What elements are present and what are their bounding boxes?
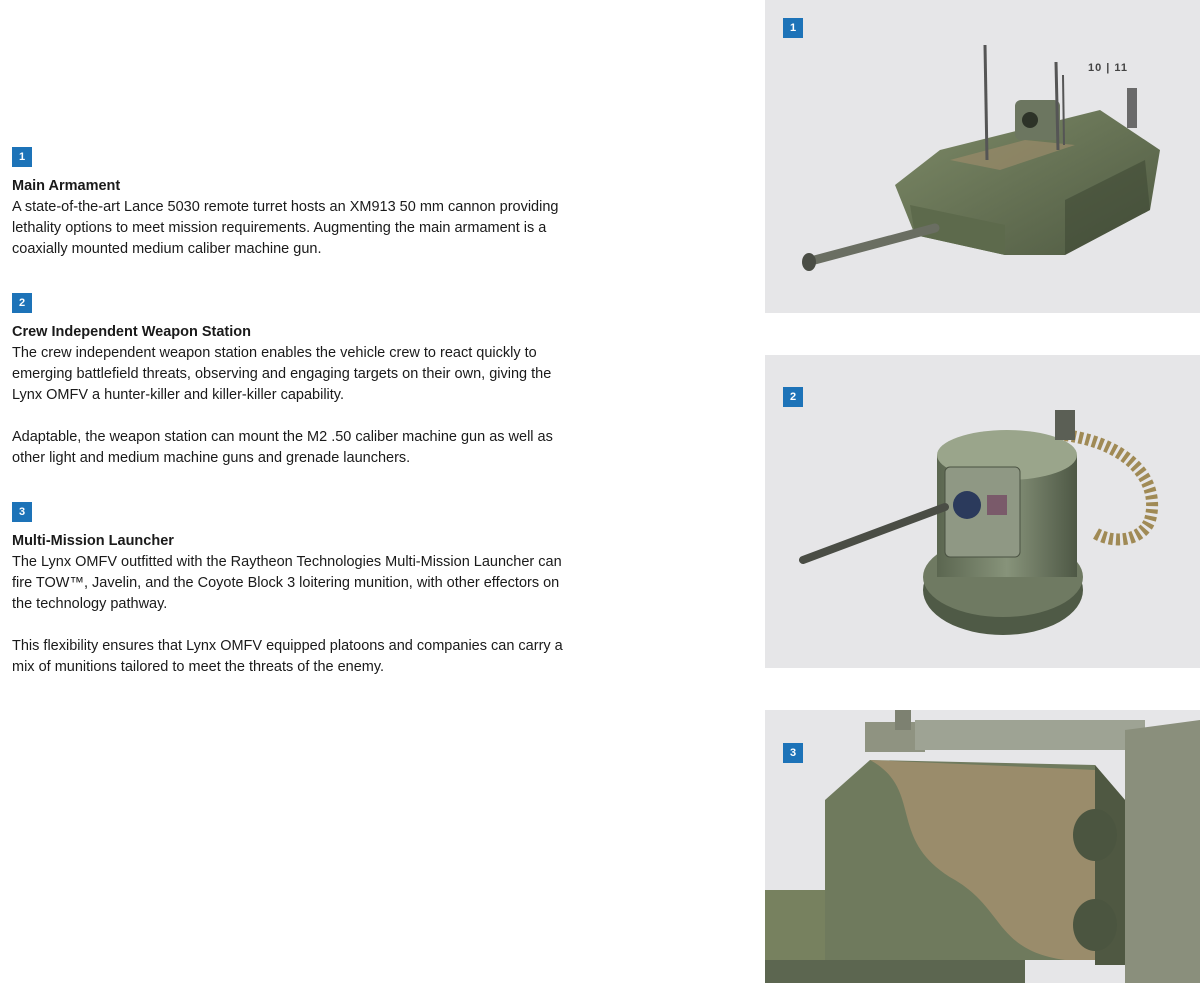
section-paragraph: A state-of-the-art Lance 5030 remote turret hosts an XM913 50 mm cannon providing lethality options to meet mission requirements. Augmenting the main armament is a coaxially mounted medium caliber machine gun. (12, 199, 559, 257)
section-paragraph: Adaptable, the weapon station can mount the M2 .50 caliber machine gun as well as other light and medium machine guns and grenade launchers. (12, 429, 553, 466)
section-multi-mission-launcher (12, 502, 572, 678)
page-number: 10 | 11 (1088, 62, 1129, 74)
image-panel-weapon-station (765, 355, 1200, 668)
weapon-station-render-icon (765, 355, 1200, 668)
image-panel-launcher (765, 710, 1200, 983)
section-paragraph: This flexibility ensures that Lynx OMFV equipped platoons and companies can carry a mix of munitions tailored to meet the threats of the enemy. (12, 638, 563, 675)
section-badge: 3 (12, 502, 32, 522)
turret-render-icon (765, 0, 1200, 313)
section-badge: 1 (12, 147, 32, 167)
section-paragraph: The crew independent weapon station enables the vehicle crew to react quickly to emerging battlefield threats, observing and engaging targets on their own, giving the Lynx OMFV a hunter-killer and killer-killer capability. (12, 345, 552, 403)
section-title: Multi-Mission Launcher (12, 533, 174, 549)
section-main-armament (12, 147, 572, 260)
image-panel-turret (765, 0, 1200, 313)
section-crew-weapon-station (12, 293, 572, 469)
section-badge: 2 (12, 293, 32, 313)
image-badge: 3 (783, 743, 803, 763)
image-badge: 1 (783, 18, 803, 38)
launcher-render-icon (765, 710, 1200, 983)
section-title: Main Armament (12, 178, 121, 194)
image-badge: 2 (783, 387, 803, 407)
section-title: Crew Independent Weapon Station (12, 324, 251, 340)
section-paragraph: The Lynx OMFV outfitted with the Raytheon Technologies Multi-Mission Launcher can fire TOW™, Javelin, and the Coyote Block 3 loitering munition, with other effectors on the technology pathway. (12, 554, 562, 612)
